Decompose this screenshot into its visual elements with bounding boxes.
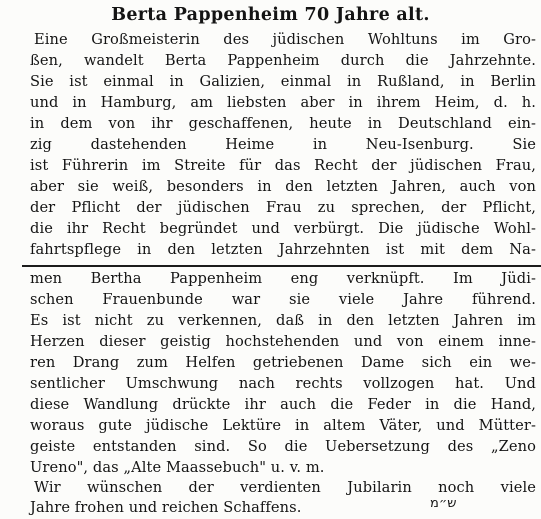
- article-title: Berta Pappenheim 70 Jahre alt.: [111, 5, 430, 25]
- column-divider: [22, 265, 541, 267]
- text-line: Es ist nicht zu verkennen, daß in den letzten Jahren im: [30, 312, 536, 329]
- text-line: die ihr Recht begründet und verbürgt. Die jüdische Wohl-: [30, 220, 536, 237]
- text-line: sentlicher Umschwung nach rechts vollzogen hat. Und: [30, 375, 536, 392]
- text-line: zig dastehenden Heime in Neu-Isenburg. Sie: [30, 136, 536, 153]
- text-line: Ureno", das „Alte Maassebuch" u. v. m.: [30, 459, 325, 476]
- text-line: ren Drang zum Helfen getriebenen Dame sich ein we-: [30, 354, 536, 371]
- text-line: diese Wandlung drückte ihr auch die Feder in die Hand,: [30, 396, 536, 413]
- author-signature: ש״מ: [430, 496, 457, 511]
- text-line: und in Hamburg, am liebsten aber in ihrem Heim, d. h.: [30, 94, 536, 111]
- text-line: ist Führerin im Streite für das Recht der jüdischen Frau,: [30, 157, 536, 174]
- text-line: der Pflicht der jüdischen Frau zu sprechen, der Pflicht,: [30, 199, 536, 216]
- text-line: Wir wünschen der verdienten Jubilarin noch viele: [34, 479, 536, 496]
- text-line: Eine Großmeisterin des jüdischen Wohltuns im Gro-: [34, 31, 536, 48]
- text-line: in dem von ihr geschaffenen, heute in Deutschland ein-: [30, 115, 536, 132]
- text-line: schen Frauenbunde war sie viele Jahre führend.: [30, 291, 536, 308]
- text-line: ßen, wandelt Berta Pappenheim durch die Jahrzehnte.: [30, 52, 536, 69]
- text-line: geiste entstanden sind. So die Uebersetzung des „Zeno: [30, 438, 536, 455]
- text-line: aber sie weiß, besonders in den letzten Jahren, auch von: [30, 178, 536, 195]
- text-line: Sie ist einmal in Galizien, einmal in Rußland, in Berlin: [30, 73, 536, 90]
- text-line: fahrtspflege in den letzten Jahrzehnten ist mit dem Na-: [30, 241, 536, 258]
- text-line: Jahre frohen und reichen Schaffens.: [30, 499, 302, 516]
- text-line: men Bertha Pappenheim eng verknüpft. Im Jüdi-: [30, 270, 536, 287]
- text-line: Herzen dieser geistig hochstehenden und von einem inne-: [30, 333, 536, 350]
- text-line: woraus gute jüdische Lektüre in altem Väter, und Mütter-: [30, 417, 536, 434]
